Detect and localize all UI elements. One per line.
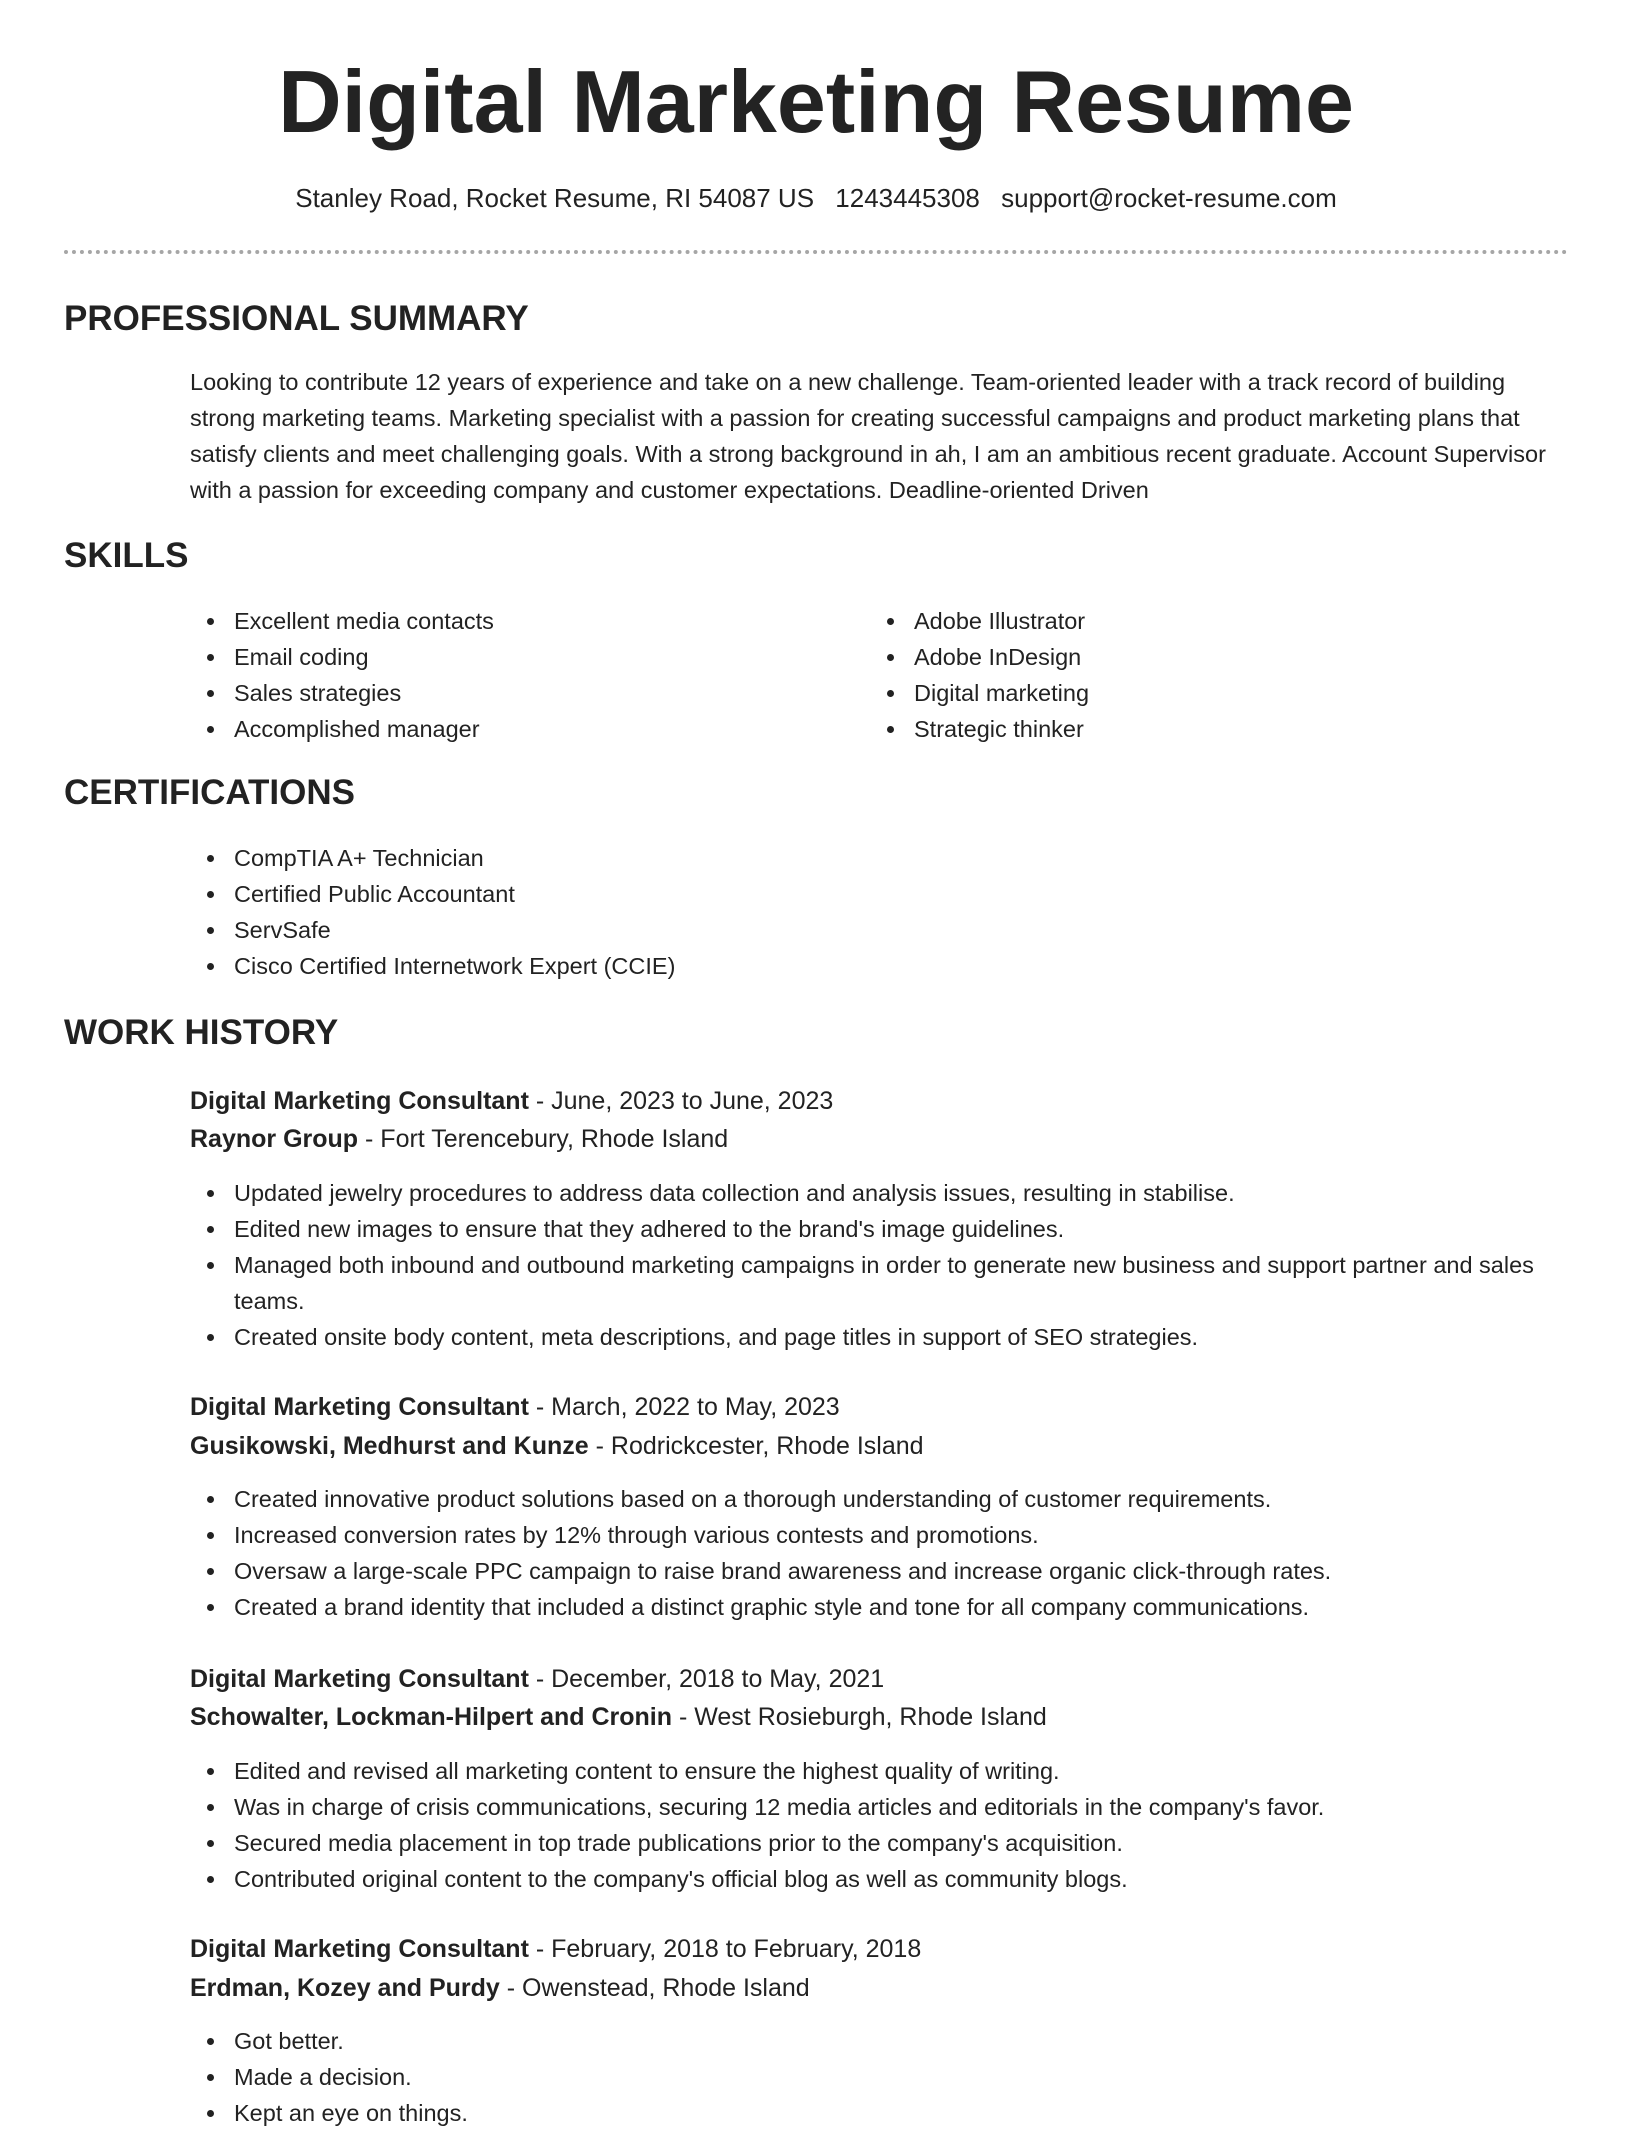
skills-list-right (870, 603, 1089, 747)
contact-email: support@rocket-resume.com (1001, 183, 1337, 213)
skill-item: Email coding (190, 639, 494, 675)
certifications-list (190, 840, 675, 984)
job-bullet: Managed both inbound and outbound marketing campaigns in order to generate new business and support partner and sales teams. (190, 1247, 1570, 1319)
header-divider (64, 250, 1568, 254)
job-company: Schowalter, Lockman-Hilpert and Cronin (190, 1703, 673, 1731)
job-company-line (190, 1120, 1570, 1158)
contact-address: Stanley Road, Rocket Resume, RI 54087 US (295, 183, 815, 213)
skill-item: Sales strategies (190, 675, 494, 711)
job-title-line (190, 1930, 1570, 1968)
job-title-line (190, 1388, 1570, 1426)
certification-item: Certified Public Accountant (190, 876, 675, 912)
summary-text: Looking to contribute 12 years of experience and take on a new challenge. Team-oriented leader with a track record of building strong marketing teams. Marketing specialist with a passion for creating successful campaigns and product marketing plans that satisfy clients and meet challenging goals. With a strong background in ah, I am an ambitious recent graduate. Account Supervisor with a passion for exceeding company and customer expectations. Deadline-oriented Driven (190, 369, 1546, 503)
job-role: Digital Marketing Consultant (190, 1665, 529, 1693)
job-dates: - March, 2022 to May, 2023 (528, 1393, 840, 1421)
job-bullet: Created a brand identity that included a distinct graphic style and tone for all company communications. (190, 1589, 1570, 1625)
job-title-line (190, 1660, 1570, 1698)
job-bullet: Was in charge of crisis communications, securing 12 media articles and editorials in the company's favor. (190, 1789, 1570, 1825)
job-bullet: Made a decision. (190, 2059, 1570, 2095)
job-role: Digital Marketing Consultant (190, 1935, 529, 1963)
job-bullet: Increased conversion rates by 12% through various contests and promotions. (190, 1517, 1570, 1553)
job-location: - Fort Terencebury, Rhode Island (358, 1125, 729, 1153)
skill-item: Accomplished manager (190, 711, 494, 747)
skill-item: Adobe InDesign (870, 639, 1089, 675)
job-location: - Rodrickcester, Rhode Island (588, 1432, 924, 1460)
skills-heading: SKILLS (64, 536, 189, 575)
skills-list-left (190, 603, 494, 747)
job-company: Erdman, Kozey and Purdy (190, 1974, 500, 2002)
job-company: Gusikowski, Medhurst and Kunze (190, 1432, 589, 1460)
job-bullet: Oversaw a large-scale PPC campaign to raise brand awareness and increase organic click-through rates. (190, 1553, 1570, 1589)
certification-item: Cisco Certified Internetwork Expert (CCIE) (190, 948, 675, 984)
certifications-heading: CERTIFICATIONS (64, 773, 356, 812)
job-location: - Owenstead, Rhode Island (499, 1974, 810, 2002)
job-bullets (190, 1481, 1570, 1625)
skill-item: Strategic thinker (870, 711, 1089, 747)
job-bullet: Got better. (190, 2023, 1570, 2059)
summary-heading: PROFESSIONAL SUMMARY (64, 299, 529, 338)
job-location: - West Rosieburgh, Rhode Island (672, 1703, 1047, 1731)
resume-title: Digital Marketing Resume (278, 52, 1354, 151)
job-bullet: Edited new images to ensure that they adhered to the brand's image guidelines. (190, 1211, 1570, 1247)
skill-item: Digital marketing (870, 675, 1089, 711)
job-bullet: Secured media placement in top trade publications prior to the company's acquisition. (190, 1825, 1570, 1861)
job-dates: - December, 2018 to May, 2021 (528, 1665, 885, 1693)
certification-item: CompTIA A+ Technician (190, 840, 675, 876)
certification-item: ServSafe (190, 912, 675, 948)
job-company-line (190, 1427, 1570, 1465)
job-company: Raynor Group (190, 1125, 359, 1153)
job-title-line (190, 1082, 1570, 1120)
skill-item: Adobe Illustrator (870, 603, 1089, 639)
job-bullet: Created innovative product solutions based on a thorough understanding of customer requirements. (190, 1481, 1570, 1517)
job-bullet: Kept an eye on things. (190, 2095, 1570, 2131)
skill-item: Excellent media contacts (190, 603, 494, 639)
job-bullets (190, 2023, 1570, 2131)
work-history-heading: WORK HISTORY (64, 1013, 339, 1052)
contact-line (64, 180, 1568, 216)
contact-phone: 1243445308 (835, 183, 980, 213)
job-role: Digital Marketing Consultant (190, 1393, 529, 1421)
job-dates: - June, 2023 to June, 2023 (528, 1087, 834, 1115)
job-bullets (190, 1753, 1570, 1897)
job-bullet: Updated jewelry procedures to address data collection and analysis issues, resulting in stabilise. (190, 1175, 1570, 1211)
job-company-line (190, 1698, 1570, 1736)
job-bullets (190, 1175, 1570, 1355)
job-bullet: Edited and revised all marketing content to ensure the highest quality of writing. (190, 1753, 1570, 1789)
job-dates: - February, 2018 to February, 2018 (528, 1935, 922, 1963)
job-role: Digital Marketing Consultant (190, 1087, 529, 1115)
job-bullet: Contributed original content to the company's official blog as well as community blogs. (190, 1861, 1570, 1897)
job-company-line (190, 1969, 1570, 2007)
job-bullet: Created onsite body content, meta descriptions, and page titles in support of SEO strategies. (190, 1319, 1570, 1355)
